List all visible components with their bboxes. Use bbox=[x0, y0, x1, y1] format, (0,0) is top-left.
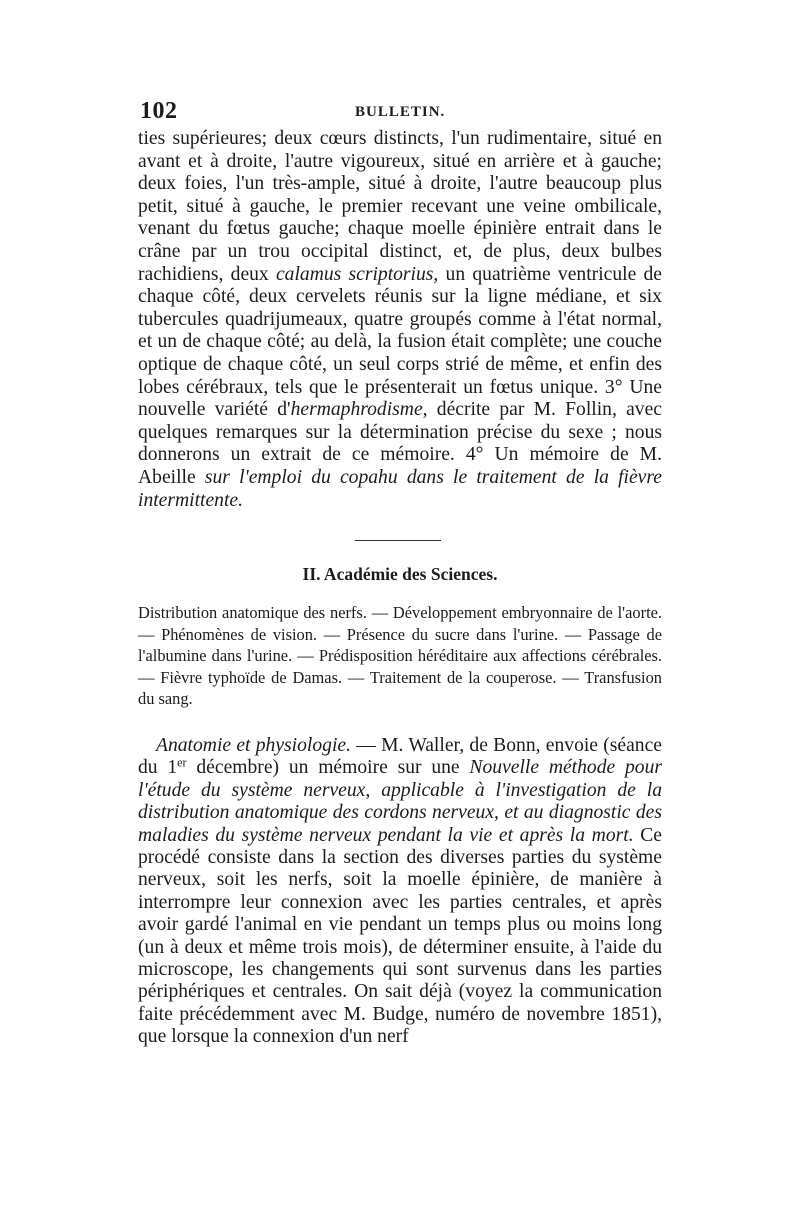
text-run: , décrite par M. Follin, avec quelques remarques sur la détermination précise du sexe ; nous donnerons un extrait de ce mémoire. 4° Un mémoire de M. Abeille bbox=[138, 399, 662, 488]
running-title: BULLETIN. bbox=[355, 104, 446, 120]
article-rubric: Anatomie et physiologie. bbox=[156, 735, 351, 756]
summary-text: Distribution anatomique des nerfs. — Développement embryonnaire de l'aorte. — Phénomènes de vision. — Présence du sucre dans l'urine. — Passage de l'albumine dans l'urine. — Prédisposition héréditaire aux affections cérébrales. — Fièvre typhoïde de Damas. — Traitement de la couperose. — Transfusion du sang. bbox=[138, 603, 662, 708]
paragraph-text bbox=[138, 128, 662, 512]
italic-term: hermaphrodisme bbox=[290, 399, 423, 421]
section-heading: II. Académie des Sciences. bbox=[302, 564, 498, 584]
section-summary bbox=[138, 602, 662, 710]
running-head bbox=[140, 98, 660, 128]
text-run: décembre) un mémoire sur une bbox=[186, 757, 470, 779]
italic-title: sur l'emploi du copahu dans le traitement de la fièvre intermittente. bbox=[138, 466, 662, 511]
section-separator-rule bbox=[355, 540, 441, 541]
text-run: — M. Waller, de Bonn, envoie (séance du 1 bbox=[138, 735, 662, 779]
italic-title: Nouvelle méthode pour l'étude du système nerveux, applicable à l'investigation de la distribution anatomique des cordons nerveux, et au diagnostic des maladies du système nerveux pendant la vie et après la mort. bbox=[138, 757, 662, 846]
text-run: ties supérieures; deux cœurs distincts, l'un rudimentaire, situé en avant et à droite, l'autre vigoureux, situé en arrière et à gauche; deux foies, l'un très-ample, situé à droite, l'autre beaucoup plus petit, situé à gauche, le premier recevant une veine ombilicale, venant du fœtus gauche; chaque moelle épinière entrait dans le crâne par un trou occipital distinct, et, de plus, deux bulbes rachidiens, deux bbox=[138, 128, 662, 285]
article-text bbox=[138, 735, 662, 1049]
article-paragraph bbox=[138, 735, 662, 1049]
page-number: 102 bbox=[140, 98, 178, 124]
text-run: , un quatrième ventricule de chaque côté, deux cervelets réunis sur la ligne médiane, et six tubercules quadrijumeaux, quatre groupés comme à l'état normal, et un de chaque côté; au delà, la fusion était complète; une couche optique de chaque côté, un seul corps strié de même, et enfin des lobes cérébraux, tels que le présenterait un fœtus unique. 3° Une nouvelle variété d' bbox=[138, 263, 662, 421]
continued-paragraph bbox=[138, 128, 662, 512]
text-run: Ce procédé consiste dans la section des diverses parties du système nerveux, soit les nerfs, soit la moelle épinière, de manière à interrompre leur connexion avec les parties centrales, et après avoir gardé l'animal en vie pendant un temps plus ou moins long (un à deux et même trois mois), de déterminer ensuite, à l'aide du microscope, les changements qui sont survenus dans les parties périphériques et centrales. On sait déjà (voyez la communication faite précédemment avec M. Budge, numéro de novembre 1851), que lorsque la connexion d'un nerf bbox=[138, 824, 662, 1048]
italic-term: calamus scriptorius bbox=[275, 263, 434, 285]
superscript: er bbox=[177, 755, 187, 770]
